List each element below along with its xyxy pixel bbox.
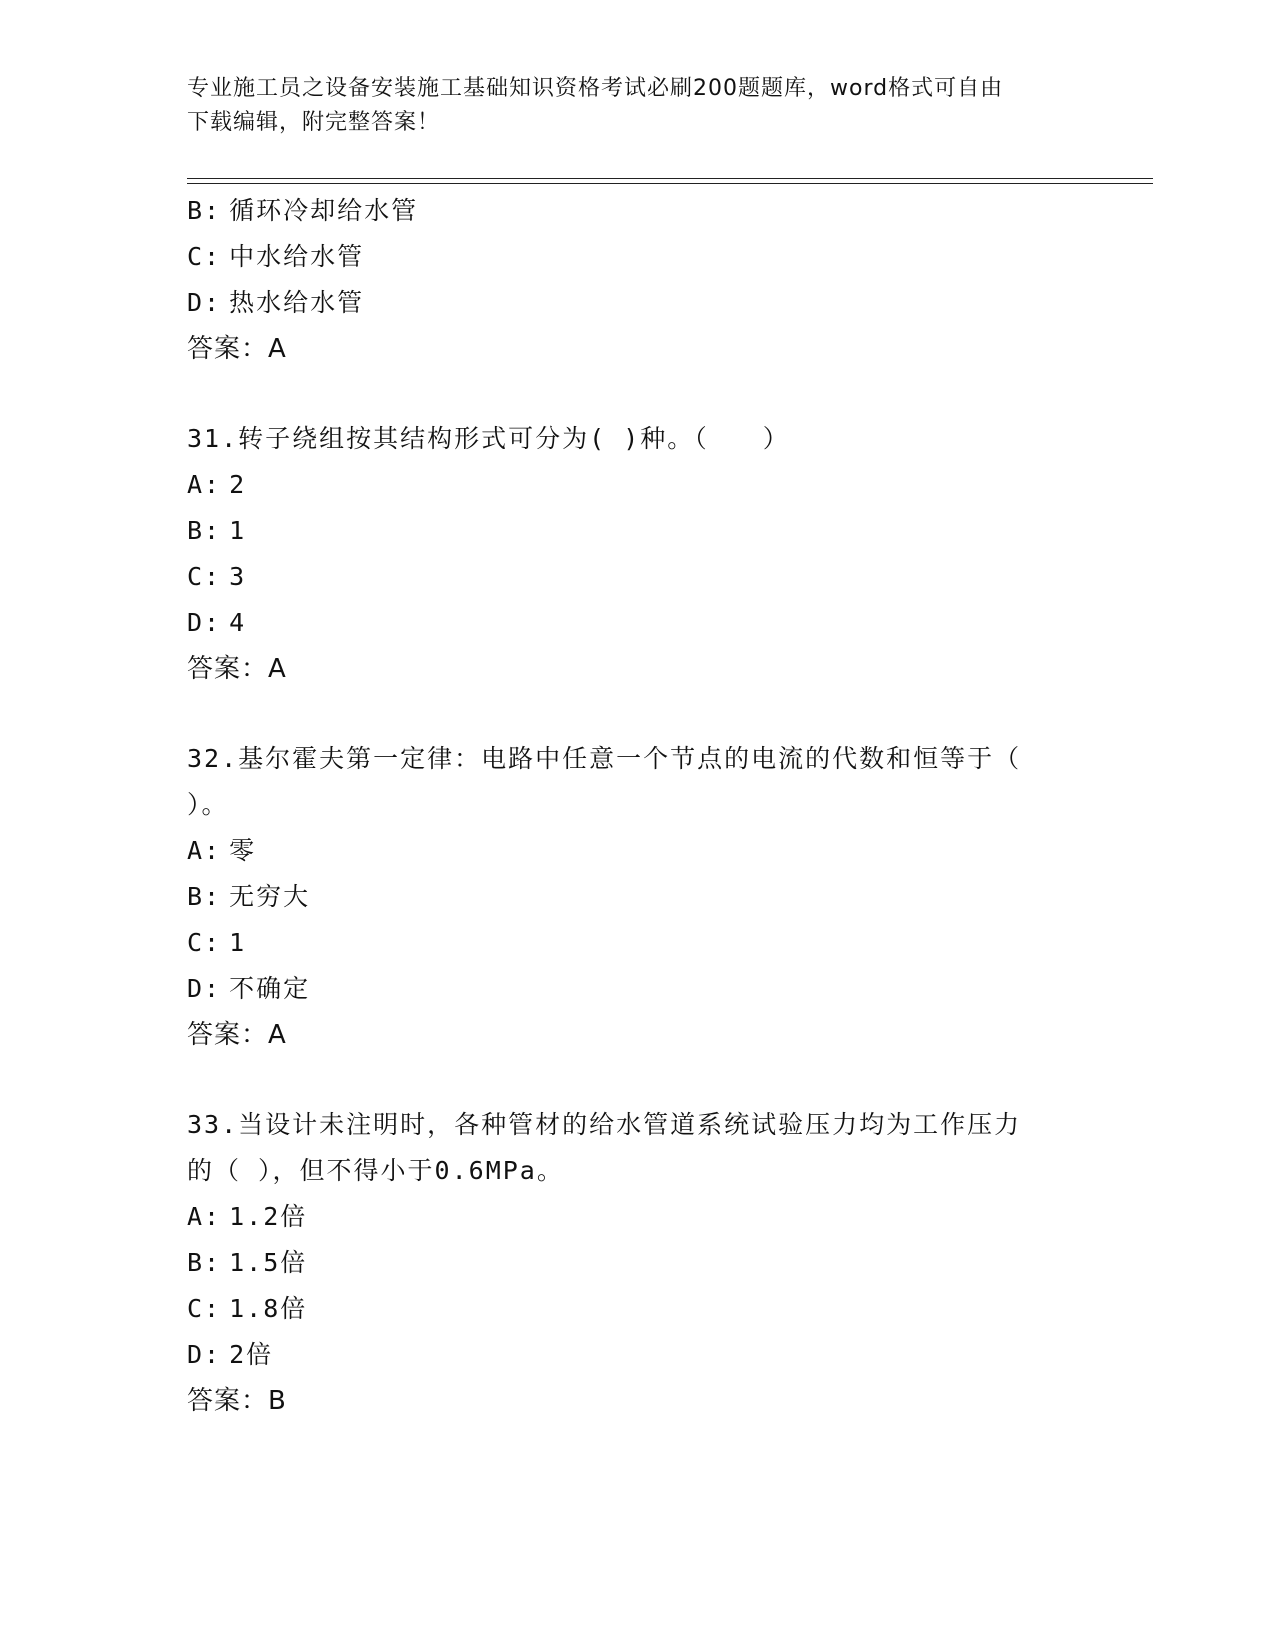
question-block-32 <box>187 736 1087 1058</box>
option-text: 1 <box>229 516 247 545</box>
option-label: C: <box>187 242 222 271</box>
option-label: D: <box>187 288 222 317</box>
option-text: 1.2倍 <box>229 1202 308 1231</box>
option-label: A: <box>187 1202 222 1231</box>
header-divider-top <box>187 178 1153 179</box>
question-text <box>187 736 1087 828</box>
option-text: 2倍 <box>229 1340 274 1369</box>
option-c <box>187 554 1087 600</box>
option-text: 不确定 <box>229 974 311 1003</box>
question-list <box>187 188 1087 1424</box>
question-text <box>187 416 1087 462</box>
option-d <box>187 966 1087 1012</box>
option-b <box>187 874 1087 920</box>
answer-line: 答案：A <box>187 334 287 364</box>
header-line-2: 下载编辑，附完整答案！ <box>187 110 441 135</box>
option-text: 中水给水管 <box>229 242 365 271</box>
option-c <box>187 920 1087 966</box>
option-a <box>187 1194 1087 1240</box>
option-text: 3 <box>229 562 247 591</box>
option-label: B: <box>187 1248 222 1277</box>
question-text-line-1: 33.当设计未注明时，各种管材的给水管道系统试验压力均为工作压力 <box>187 1110 1022 1139</box>
answer-line: 答案：B <box>187 1386 287 1416</box>
option-c <box>187 234 1087 280</box>
option-label: C: <box>187 928 222 957</box>
question-block-previous <box>187 188 1087 372</box>
option-text: 2 <box>229 470 247 499</box>
question-text-line-1: 32.基尔霍夫第一定律：电路中任意一个节点的电流的代数和恒等于（ <box>187 744 1022 773</box>
option-b <box>187 1240 1087 1286</box>
option-a <box>187 828 1087 874</box>
option-d <box>187 1332 1087 1378</box>
answer-line: 答案：A <box>187 654 287 684</box>
question-block-31 <box>187 416 1087 692</box>
question-text <box>187 1102 1087 1194</box>
option-text: 无穷大 <box>229 882 311 911</box>
option-text: 零 <box>229 836 257 865</box>
option-text: 循环冷却给水管 <box>229 196 419 225</box>
option-label: B: <box>187 516 222 545</box>
option-label: B: <box>187 196 222 225</box>
option-b <box>187 188 1087 234</box>
option-label: A: <box>187 470 222 499</box>
option-label: D: <box>187 974 222 1003</box>
option-label: B: <box>187 882 222 911</box>
header-divider-bottom <box>187 183 1153 184</box>
option-label: D: <box>187 1340 222 1369</box>
option-text: 1.5倍 <box>229 1248 308 1277</box>
option-c <box>187 1286 1087 1332</box>
option-d <box>187 600 1087 646</box>
option-text: 4 <box>229 608 247 637</box>
header-line-1: 专业施工员之设备安装施工基础知识资格考试必刷200题题库，word格式可自由 <box>187 76 1004 101</box>
option-label: D: <box>187 608 222 637</box>
option-label: C: <box>187 1294 222 1323</box>
option-text: 1 <box>229 928 247 957</box>
option-text: 热水给水管 <box>229 288 365 317</box>
question-text-line-1: 31.转子绕组按其结构形式可分为( )种。（ ） <box>187 424 790 453</box>
option-d <box>187 280 1087 326</box>
question-block-33 <box>187 1102 1087 1424</box>
option-a <box>187 462 1087 508</box>
option-label: C: <box>187 562 222 591</box>
answer-line: 答案：A <box>187 1020 287 1050</box>
option-text: 1.8倍 <box>229 1294 308 1323</box>
question-text-line-2: ）。 <box>187 790 229 819</box>
option-label: A: <box>187 836 222 865</box>
question-text-line-2: 的（ ），但不得小于0.6MPa。 <box>187 1156 564 1185</box>
document-header <box>187 72 1087 140</box>
option-b <box>187 508 1087 554</box>
